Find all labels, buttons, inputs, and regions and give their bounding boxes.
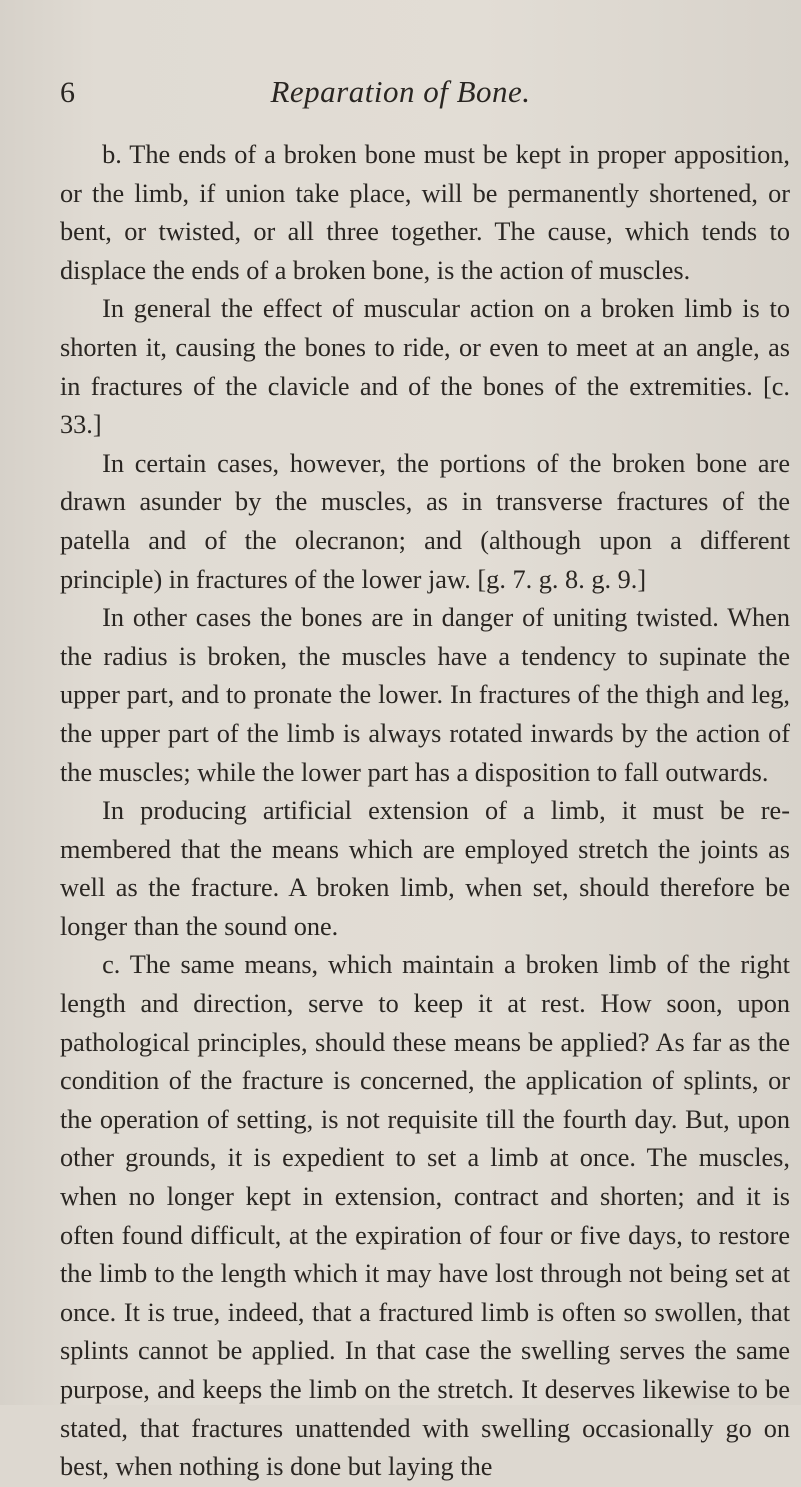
paragraph-uniting-twisted: In other cases the bones are in danger of uniting twisted. When the radius is broken, the muscles have a tendency to supinate the upper part, and to pronate the lower. In fractures of the thigh and leg, the upper part of the limb is always rotated inwards by the action of the muscles; while the lower part has a disposition to fall outwards.	[60, 603, 790, 787]
body-text	[60, 136, 790, 1487]
paragraph-artificial-extension: In producing artificial extension of a limb, it must be remembered that the means which are employed stretch the joints as well as the fracture. A broken limb, when set, should therefore be longer than the sound one.	[60, 796, 790, 941]
paragraph-muscular-action: In general the effect of muscular action on a broken limb is to shorten it, causing the bones to ride, or even to meet at an angle, as in fractures of the clavicle and of the bones of the extremities. [c. 33.]	[60, 294, 790, 440]
page-header	[0, 62, 801, 112]
paragraph-c: c. The same means, which maintain a broken limb of the right length and direction, serve to keep it at rest. How soon, upon pathological principles, should these means be applied? As far as the condition of the fracture is concerned, the application of splints, or the operation of setting, is not requisite till the fourth day. But, upon other grounds, it is expedient to set a limb at once. The muscles, when no longer kept in extension, contract and shorten; and it is often found difficult, at the expiration of four or five days, to restore the limb to the length which it may have lost through not being set at once. It is true, indeed, that a fractured limb is often so swollen, that splints cannot be applied. In that case the swelling serves the same purpose, and keeps the limb on the stretch. It deserves likewise to be stated, that fractures unattended with swelling occasionally go on best, when nothing is done but laying the	[60, 950, 790, 1482]
running-title: Reparation of Bone.	[270, 74, 531, 109]
paragraph-b: b. The ends of a broken bone must be kept in proper apposition, or the limb, if union take place, will be permanently shortened, or bent, or twisted, or all three together. The cause, which tends to displace the ends of a broken bone, is the action of muscles.	[60, 140, 790, 285]
page-number: 6	[60, 76, 75, 109]
paragraph-drawn-asunder: In certain cases, however, the portions of the broken bone are drawn asunder by the muscles, as in transverse fractures of the patella and of the olecranon; and (although upon a different principle) in fractures of the lower jaw. [g. 7. g. 8. g. 9.]	[60, 448, 790, 594]
